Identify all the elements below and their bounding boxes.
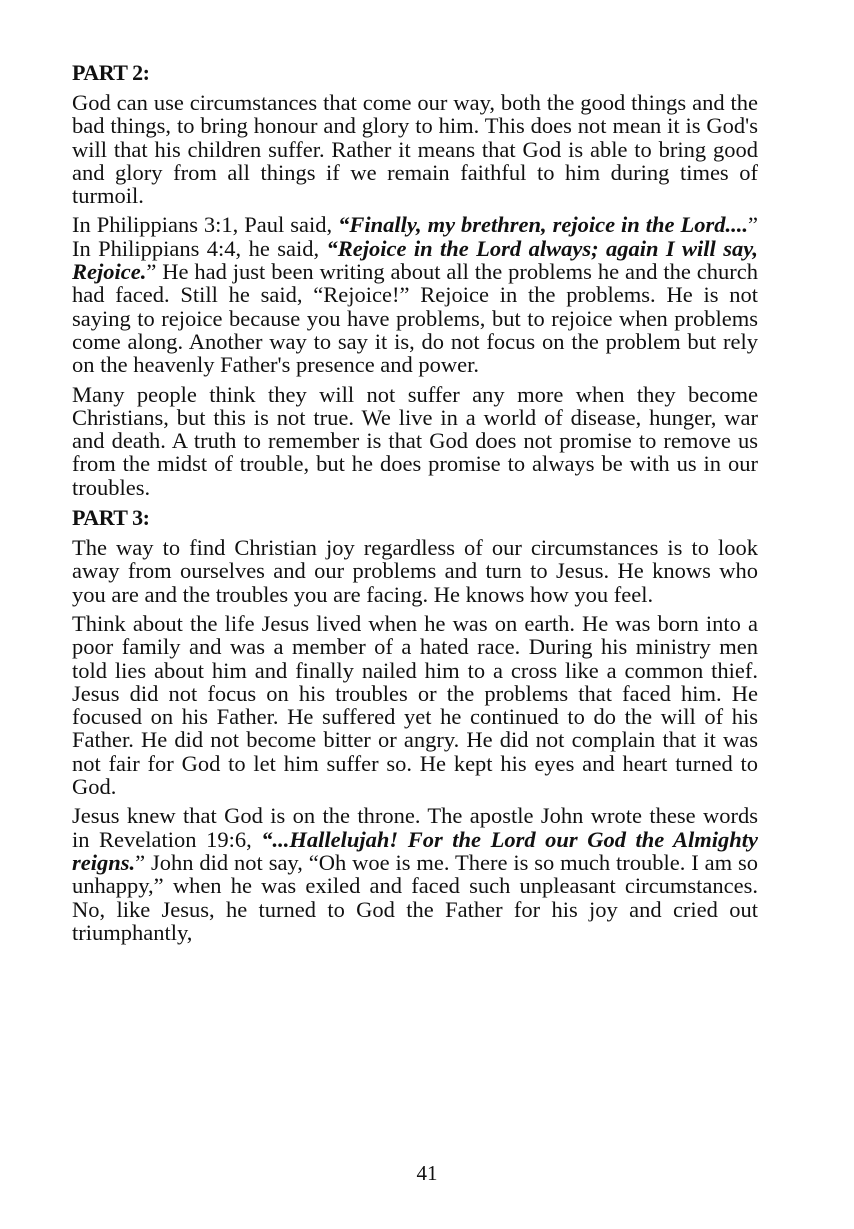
paragraph-text: ” He had just been writing about all the problems he and the church had faced. Still he said, “Rejoice!” Rejoice in the problems. He is not saying to rejoice because you have problems, but to rejoice when problems come along. Another way to say it is, do not focus on the problem but rely on the heavenly Father's presence and power. bbox=[72, 259, 758, 378]
scripture-quote-philippians-3-1: “Finally, my brethren, rejoice in the Lord.... bbox=[338, 212, 748, 238]
paragraph-text: Jesus knew that God is on the throne. The apostle John wrote these words in Revelation 19:6, bbox=[72, 803, 758, 852]
part-3-paragraph-1: The way to find Christian joy regardless of our circumstances is to look away from ourselves and our problems and turn to Jesus. He knows who you are and the troubles you are facing. He knows how you feel. bbox=[72, 535, 758, 607]
page-number: 41 bbox=[416, 1161, 438, 1185]
part-2-paragraph-2 bbox=[72, 213, 758, 376]
part-3-heading: PART 3: bbox=[72, 505, 150, 531]
paragraph-text: In Philippians 3:1, Paul said, bbox=[72, 212, 339, 238]
paragraph-text: ” In Philippians 4:4, he said, bbox=[72, 212, 758, 261]
book-page bbox=[72, 60, 758, 1180]
scripture-quote-philippians-4-4: “Rejoice in the Lord always; again I will say, Rejoice. bbox=[72, 235, 758, 285]
part-2-paragraph-1: God can use circumstances that come our way, both the good things and the bad things, to bring honour and glory to him. This does not mean it is God's will that his children suffer. Rather it means that God is able to bring good and glory from all things if we remain faithful to him during times of turmoil. bbox=[72, 90, 758, 209]
part-2-paragraph-3: Many people think they will not suffer any more when they become Christians, but this is not true. We live in a world of disease, hunger, war and death. A truth to remember is that God does not promise to remove us from the midst of trouble, but he does promise to always be with us in our troubles. bbox=[72, 381, 758, 500]
scripture-quote-revelation-19-6: “...Hallelujah! For the Lord our God the Almighty reigns. bbox=[72, 826, 758, 875]
part-2-heading: PART 2: bbox=[72, 60, 150, 85]
part-3-paragraph-3 bbox=[72, 804, 758, 944]
paragraph-text: ” John did not say, “Oh woe is me. There is so much trouble. I am so unhappy,” when he was exiled and faced such unpleasant circumstances. No, like Jesus, he turned to God the Father for his joy and cried out triumphantly, bbox=[72, 849, 758, 945]
part-3-paragraph-2: Think about the life Jesus lived when he was on earth. He was born into a poor family and was a member of a hated race. During his ministry men told lies about him and finally nailed him to a cross like a common thief. Jesus did not focus on his troubles or the problems that faced him. He focused on his Father. He suffered yet he continued to do the will of his Father. He did not become bitter or angry. He did not complain that it was not fair for God to let him suffer so. He kept his eyes and heart turned to God. bbox=[72, 610, 758, 800]
